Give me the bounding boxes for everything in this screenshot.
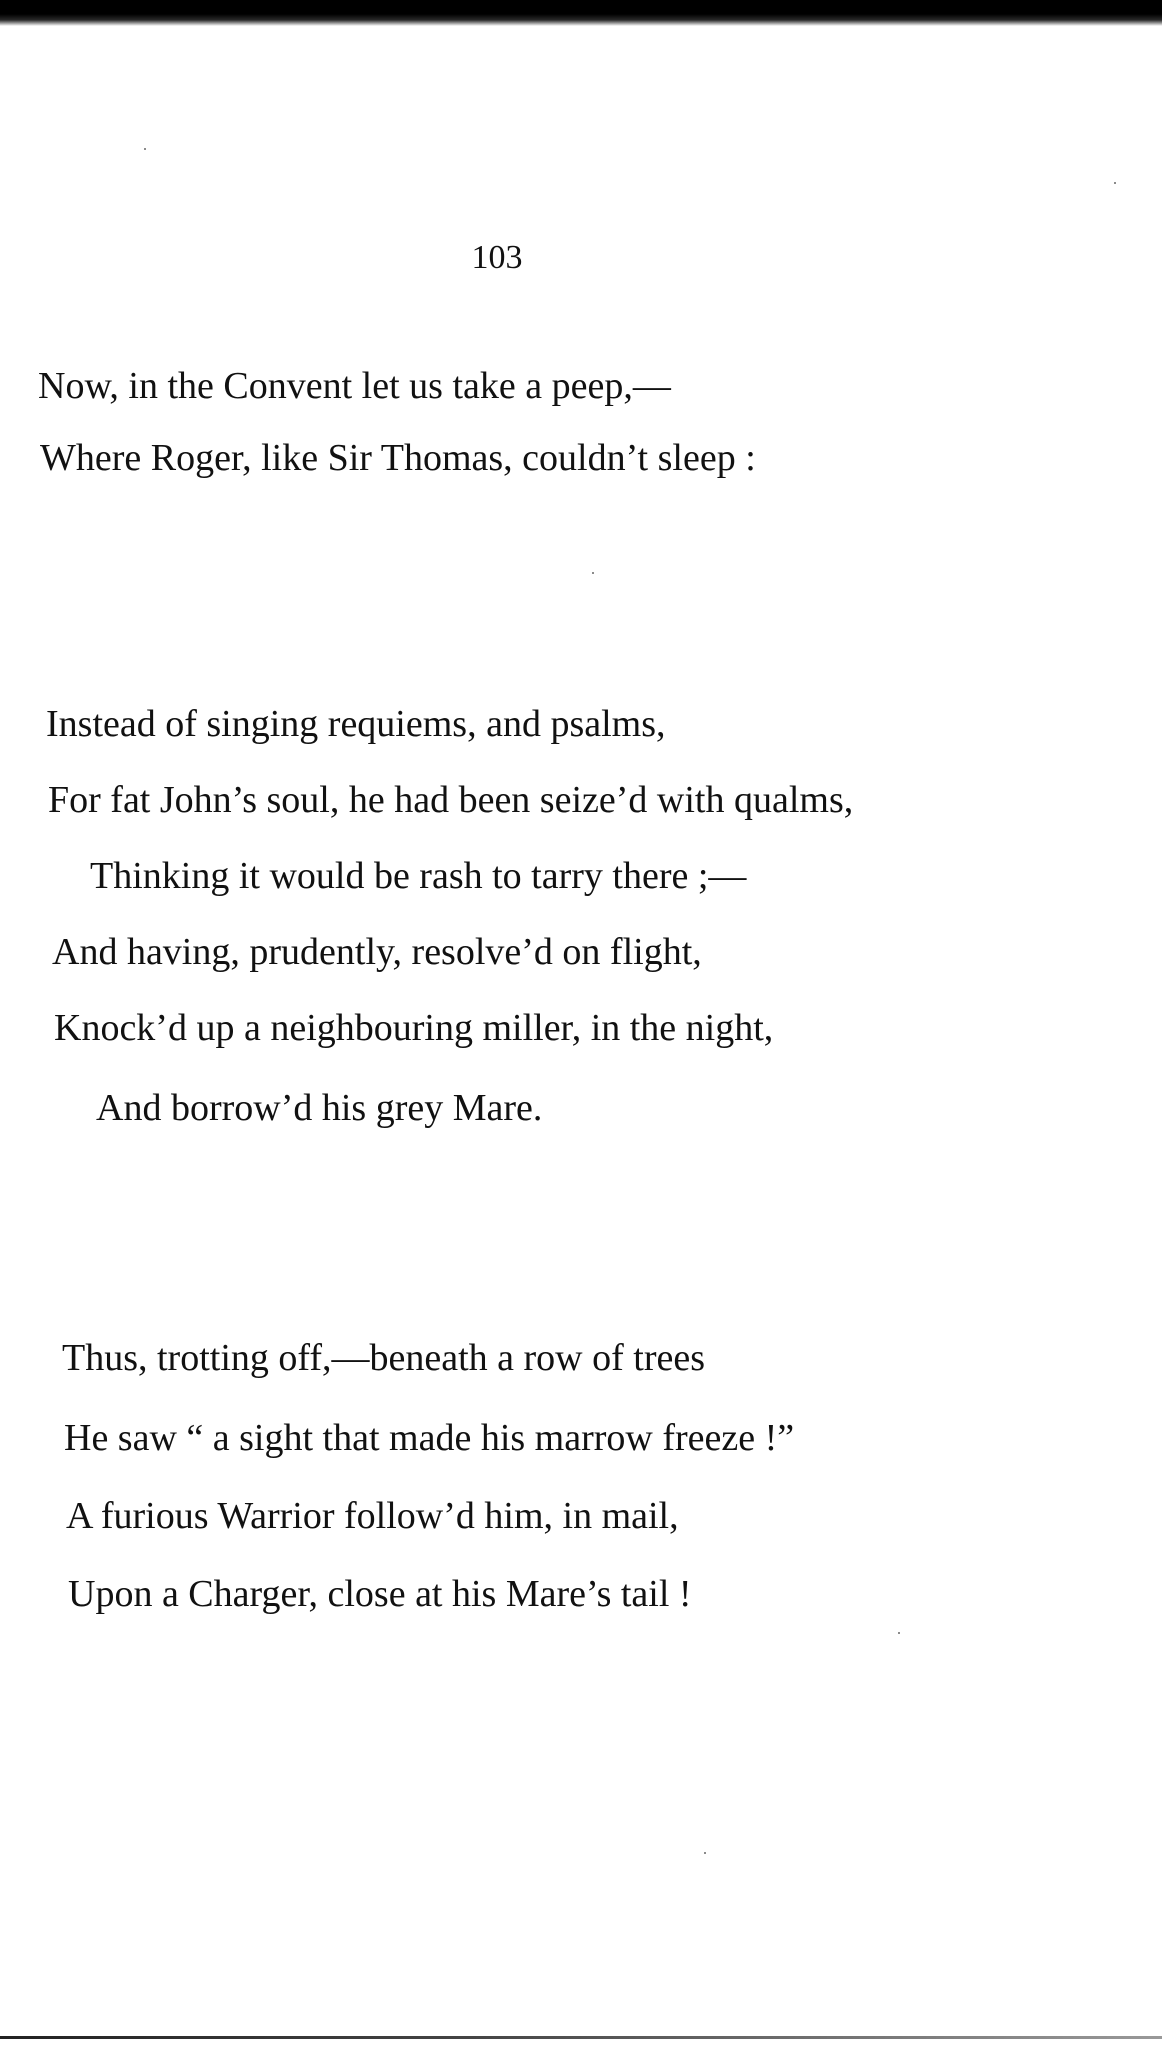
verse-line: For fat John’s soul, he had been seize’d with qualms, [48, 779, 854, 821]
verse-line: Knock’d up a neighbouring miller, in the night, [54, 1007, 774, 1049]
verse-line: He saw “ a sight that made his marrow freeze !” [64, 1417, 795, 1459]
verse-line: A furious Warrior follow’d him, in mail, [66, 1495, 679, 1537]
verse-line-indented: And borrow’d his grey Mare. [96, 1087, 543, 1129]
verse-line: Where Roger, like Sir Thomas, couldn’t sleep : [40, 437, 756, 479]
verse-line: And having, prudently, resolve’d on flight, [52, 931, 702, 973]
page-number: 103 [471, 239, 523, 276]
scan-speck [898, 1632, 900, 1634]
scan-speck [144, 148, 146, 150]
page-top-edge-shadow [0, 0, 1162, 26]
verse-line-indented: Thinking it would be rash to tarry there ;— [90, 855, 747, 897]
scan-speck [704, 1852, 706, 1854]
verse-line: Thus, trotting off,—beneath a row of trees [62, 1337, 706, 1379]
verse-line: Instead of singing requiems, and psalms, [46, 703, 666, 745]
scan-speck [592, 572, 594, 574]
verse-line: Now, in the Convent let us take a peep,— [38, 365, 671, 407]
page-bottom-rule [0, 2036, 1162, 2039]
verse-line: Upon a Charger, close at his Mare’s tail ! [68, 1573, 692, 1615]
scan-speck [1114, 182, 1116, 184]
